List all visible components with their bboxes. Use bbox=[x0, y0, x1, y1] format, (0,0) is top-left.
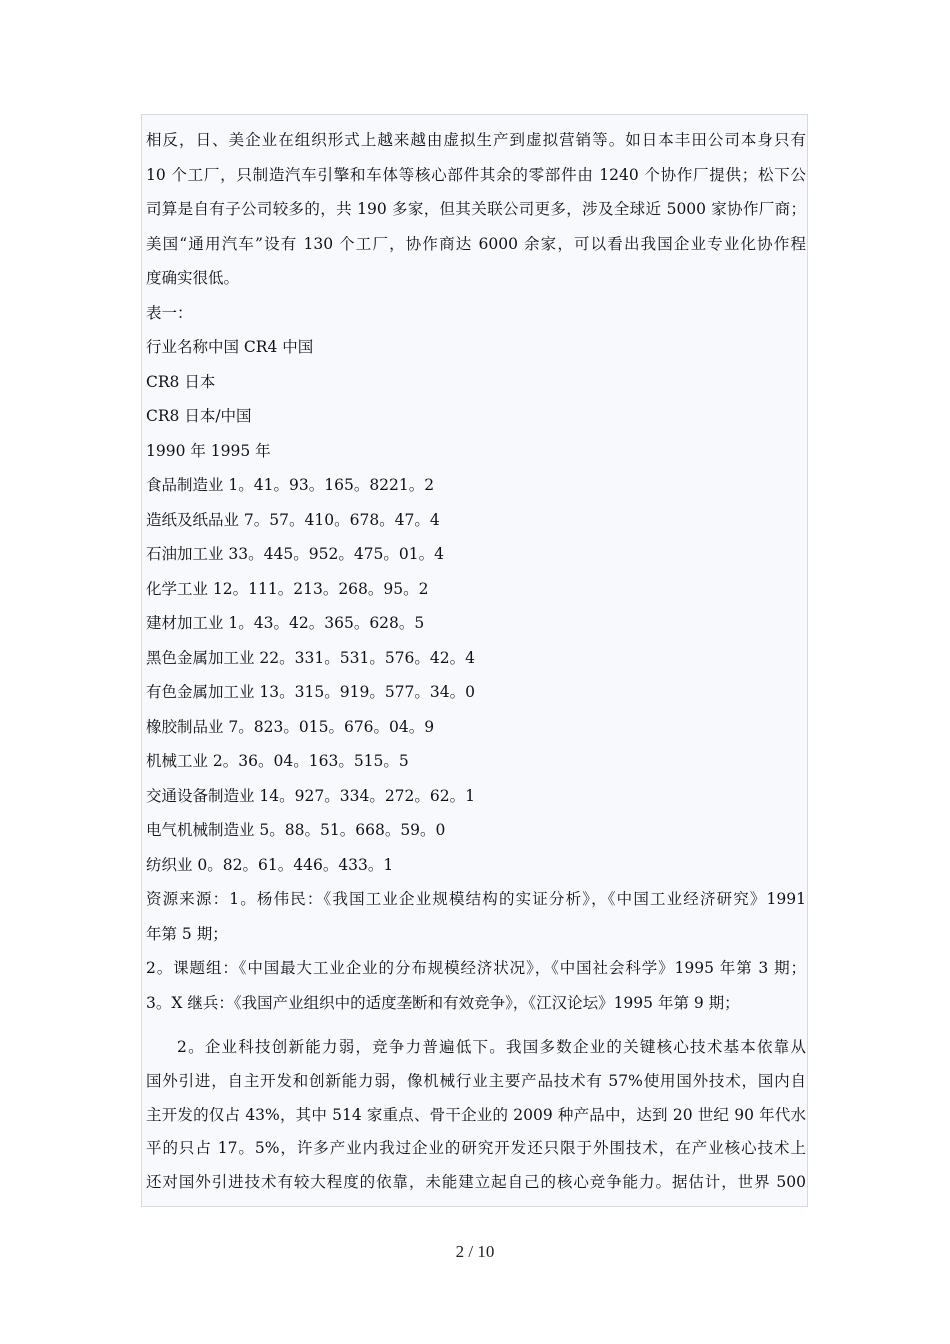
paragraph-line: 度确实很低。 bbox=[146, 269, 240, 287]
page-number: 2 / 10 bbox=[455, 1242, 495, 1261]
table-row: 建材加工业 1。43。42。365。628。5 bbox=[146, 614, 425, 632]
table-row: 黑色金属加工业 22。331。531。576。42。4 bbox=[146, 648, 475, 667]
table-header-line: CR8 日本 bbox=[146, 372, 216, 391]
table-row: 造纸及纸品业 7。57。410。678。47。4 bbox=[146, 510, 440, 529]
content-section-2 bbox=[146, 1031, 806, 1200]
source-line: 3。X 继兵：《我国产业组织中的适度垄断和有效竞争》，《江汉论坛》1995 年第 9 期； bbox=[146, 993, 740, 1012]
table-row: 石油加工业 33。445。952。475。01。4 bbox=[146, 545, 444, 563]
paragraph-line: 美国“通用汽车”设有 130 个工厂，协作商达 6000 余家，可以看出我国企业专业化协作程 bbox=[146, 234, 806, 253]
table-header-line: CR8 日本/中国 bbox=[146, 407, 252, 425]
paragraph-line: 国外引进，自主开发和创新能力弱，像机械行业主要产品技术有 57%使用国外技术，国内自 bbox=[146, 1071, 806, 1090]
table-header-line: 1990 年 1995 年 bbox=[146, 441, 271, 460]
table-row: 电气机械制造业 5。88。51。668。59。0 bbox=[146, 821, 446, 839]
paragraph-line: 还对国外引进技术有较大程度的依靠，未能建立起自己的核心竞争能力。据估计，世界 500 bbox=[146, 1173, 806, 1192]
document-frame bbox=[141, 114, 808, 1207]
paragraph-line: 平的只占 17。5%，许多产业内我过企业的研究开发还只限于外围技术，在产业核心技术上 bbox=[146, 1139, 806, 1158]
table-row: 有色金属加工业 13。315。919。577。34。0 bbox=[146, 683, 475, 701]
table-row: 食品制造业 1。41。93。165。8221。2 bbox=[146, 476, 435, 494]
paragraph-line: 2。企业科技创新能力弱，竞争力普遍低下。我国多数企业的关键核心技术基本依靠从 bbox=[177, 1038, 806, 1056]
paragraph-line: 10 个工厂，只制造汽车引擎和车体等核心部件其余的零部件由 1240 个协作厂提供；松下公 bbox=[146, 165, 806, 184]
table-row: 机械工业 2。36。04。163。515。5 bbox=[146, 752, 409, 770]
table-row: 交通设备制造业 14。927。334。272。62。1 bbox=[146, 786, 475, 805]
paragraph-line: 主开发的仅占 43%，其中 514 家重点、骨干企业的 2009 种产品中，达到 20 世纪 90 年代水 bbox=[146, 1105, 806, 1124]
content-section-1 bbox=[146, 123, 806, 1020]
paragraph-line: 司算是自有子公司较多的，共 190 多家，但其关联公司更多，涉及全球近 5000 家协作厂商； bbox=[146, 200, 806, 218]
source-line: 资源来源：1。杨伟民：《我国工业企业规模结构的实证分析》，《中国工业经济研究》1991 bbox=[146, 890, 806, 908]
source-line: 年第 5 期； bbox=[146, 924, 228, 943]
source-line: 2。课题组：《中国最大工业企业的分布规模经济状况》，《中国社会科学》1995 年第 3 期； bbox=[146, 959, 806, 977]
paragraph-line: 相反，日、美企业在组织形式上越来越由虚拟生产到虚拟营销等。如日本丰田公司本身只有 bbox=[146, 131, 806, 149]
table-caption: 表一： bbox=[146, 303, 193, 322]
table-row: 化学工业 12。111。213。268。95。2 bbox=[146, 579, 429, 598]
table-row: 橡胶制品业 7。823。015。676。04。9 bbox=[146, 717, 435, 736]
table-header-line: 行业名称中国 CR4 中国 bbox=[146, 338, 314, 356]
table-row: 纺织业 0。82。61。446。433。1 bbox=[146, 855, 394, 874]
